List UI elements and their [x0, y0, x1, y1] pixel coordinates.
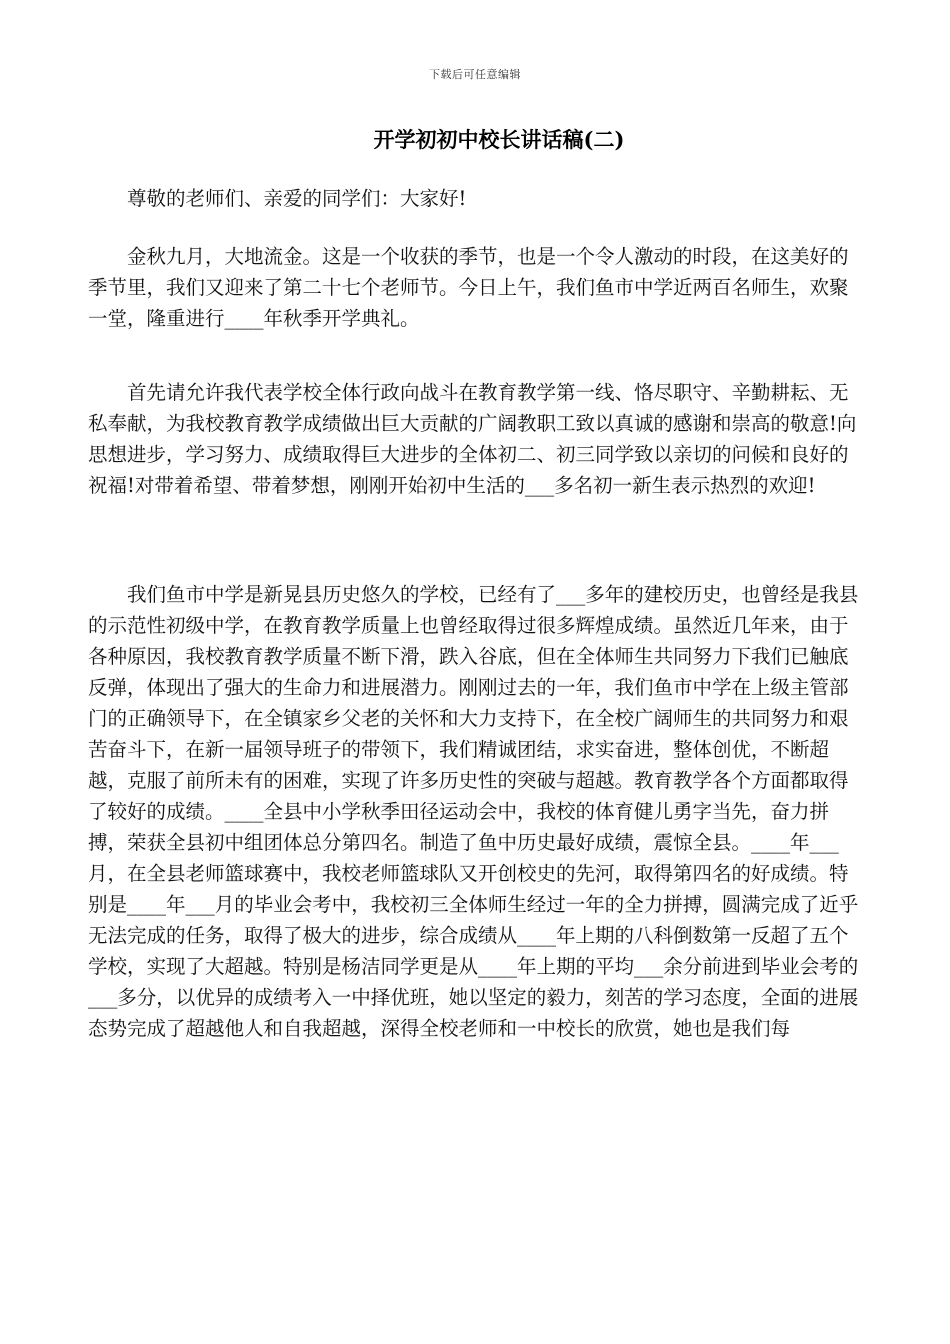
page-header-note: 下载后可任意编辑: [429, 68, 521, 81]
paragraph-school-history: 我们鱼市中学是新晃县历史悠久的学校，已经有了___多年的建校历史，也曾经是我县的示范性初级中学，在教育教学质量上也曾经取得过很多辉煌成绩。虽然近几年来，由于各种原因，我校教育教学质量不断下滑，跌入谷底，但在全体师生共同努力下我们已触底反弹，体现出了强大的生命力和进展潜力。刚刚过去的一年，我们鱼市中学在上级主管部门的正确领导下，在全镇家乡父老的关怀和大力支持下，在全校广阔师生的共同努力和艰苦奋斗下，在新一届领导班子的带领下，我们精诚团结，求实奋进，整体创优，不断超越，克服了前所未有的困难，实现了许多历史性的突破与超越。教育教学各个方面都取得了较好的成绩。____全县中小学秋季田径运动会中，我校的体育健儿勇字当先，奋力拼搏，荣获全县初中组团体总分第四名。制造了鱼中历史最好成绩，震惊全县。____年___月，在全县老师篮球赛中，我校老师篮球队又开创校史的先河，取得第四名的好成绩。特别是____年___月的毕业会考中，我校初三全体师生经过一年的全力拼搏，圆满完成了近乎无法完成的任务，取得了极大的进步，综合成绩从____年上期的八科倒数第一反超了五个学校，实现了大超越。特别是杨洁同学更是从____年上期的平均___余分前进到毕业会考的___多分，以优异的成绩考入一中择优班，她以坚定的毅力，刻苦的学习态度，全面的进展态势完成了超越他人和自我超越，深得全校老师和一中校长的欣赏，她也是我们每: [88, 583, 859, 1040]
paragraph-greeting: 尊敬的老师们、亲爱的同学们：大家好!: [127, 187, 467, 210]
document-title: 开学初初中校长讲话稿(二): [373, 127, 625, 152]
paragraph-opening: 金秋九月，大地流金。这是一个收获的季节，也是一个令人激动的时段，在这美好的季节里，我们又迎来了第二十七个老师节。今日上午，我们鱼市中学近两百名师生，欢聚一堂，隆重进行____年秋季开学典礼。: [88, 245, 849, 330]
paragraph-thanks: 首先请允许我代表学校全体行政向战斗在教育教学第一线、恪尽职守、辛勤耕耘、无私奉献，为我校教育教学成绩做出巨大贡献的广阔教职工致以真诚的感谢和崇高的敬意!向思想进步，学习努力、成绩取得巨大进步的全体初二、初三同学致以亲切的问候和良好的祝福!对带着希望、带着梦想，刚刚开始初中生活的___多名初一新生表示热烈的欢迎!: [88, 381, 857, 497]
